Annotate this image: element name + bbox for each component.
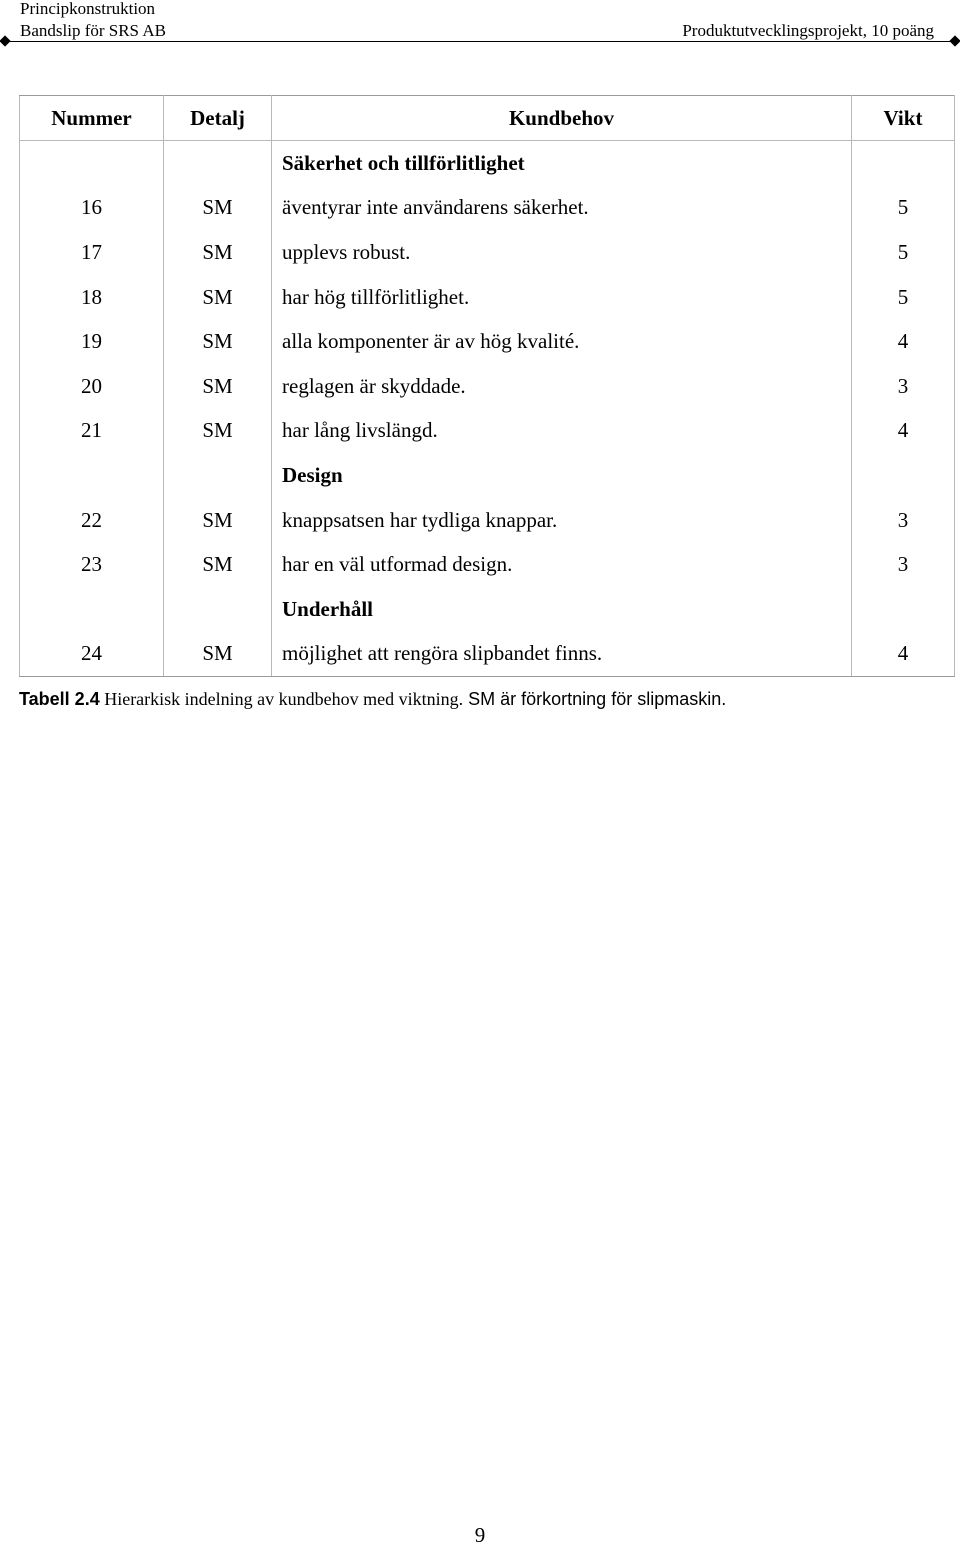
cell-detalj: SM [164,498,272,543]
cell-kundbehov: har hög tillförlitlighet. [272,275,852,320]
cell-nummer: 18 [20,275,164,320]
cell-vikt: 3 [852,364,955,409]
cell-kundbehov: knappsatsen har tydliga knappar. [272,498,852,543]
column-header-detalj: Detalj [164,96,272,141]
table-header-row [20,96,955,141]
cell-detalj: SM [164,230,272,275]
header-left [20,0,166,42]
header-title: Principkonstruktion [20,0,156,18]
caption-note: SM är förkortning för slipmaskin. [463,689,727,709]
cell-kundbehov: har en väl utformad design. [272,542,852,587]
table-caption [19,688,726,710]
section-title: Underhåll [272,587,852,632]
cell-nummer: 20 [20,364,164,409]
cell-detalj: SM [164,186,272,231]
table-row [20,632,955,677]
section-spacer [164,141,272,186]
cell-vikt: 3 [852,498,955,543]
cell-kundbehov: har lång livslängd. [272,409,852,454]
cell-detalj: SM [164,364,272,409]
column-header-kundbehov: Kundbehov [272,96,852,141]
cell-vikt: 5 [852,230,955,275]
section-spacer [852,141,955,186]
page-number: 9 [474,1523,486,1547]
header-rule-diamond-right [949,35,960,46]
section-spacer [20,453,164,498]
cell-nummer: 24 [20,632,164,677]
header-rule [6,41,954,42]
section-spacer [852,587,955,632]
header-rule-diamond-left [0,35,11,46]
cell-vikt: 3 [852,542,955,587]
table-row [20,319,955,364]
section-row [20,587,955,632]
section-spacer [20,141,164,186]
section-spacer [20,587,164,632]
table-row [20,542,955,587]
cell-nummer: 22 [20,498,164,543]
header-project: Produktutvecklingsprojekt, 10 poäng [682,21,934,40]
table-row [20,364,955,409]
header-subtitle: Bandslip för SRS AB [20,21,166,40]
cell-detalj: SM [164,632,272,677]
section-spacer [852,453,955,498]
cell-nummer: 17 [20,230,164,275]
table-row [20,186,955,231]
table-row [20,230,955,275]
section-spacer [164,453,272,498]
column-header-nummer: Nummer [20,96,164,141]
cell-detalj: SM [164,319,272,364]
table-row [20,409,955,454]
column-header-vikt: Vikt [852,96,955,141]
section-title: Design [272,453,852,498]
cell-vikt: 5 [852,275,955,320]
cell-vikt: 4 [852,319,955,364]
cell-kundbehov: alla komponenter är av hög kvalité. [272,319,852,364]
cell-kundbehov: äventyrar inte användarens säkerhet. [272,186,852,231]
caption-text: Hierarkisk indelning av kundbehov med viktning. [99,689,464,709]
section-row [20,141,955,186]
cell-kundbehov: möjlighet att rengöra slipbandet finns. [272,632,852,677]
cell-kundbehov: reglagen är skyddade. [272,364,852,409]
table-row [20,498,955,543]
cell-detalj: SM [164,409,272,454]
cell-vikt: 4 [852,409,955,454]
cell-vikt: 5 [852,186,955,231]
cell-nummer: 16 [20,186,164,231]
section-title: Säkerhet och tillförlitlighet [272,141,852,186]
caption-label: Tabell 2.4 [19,689,100,709]
cell-detalj: SM [164,542,272,587]
cell-nummer: 19 [20,319,164,364]
cell-detalj: SM [164,275,272,320]
cell-kundbehov: upplevs robust. [272,230,852,275]
cell-nummer: 21 [20,409,164,454]
section-row [20,453,955,498]
cell-vikt: 4 [852,632,955,677]
table-row [20,275,955,320]
cell-nummer: 23 [20,542,164,587]
customer-needs-table [19,95,955,677]
section-spacer [164,587,272,632]
